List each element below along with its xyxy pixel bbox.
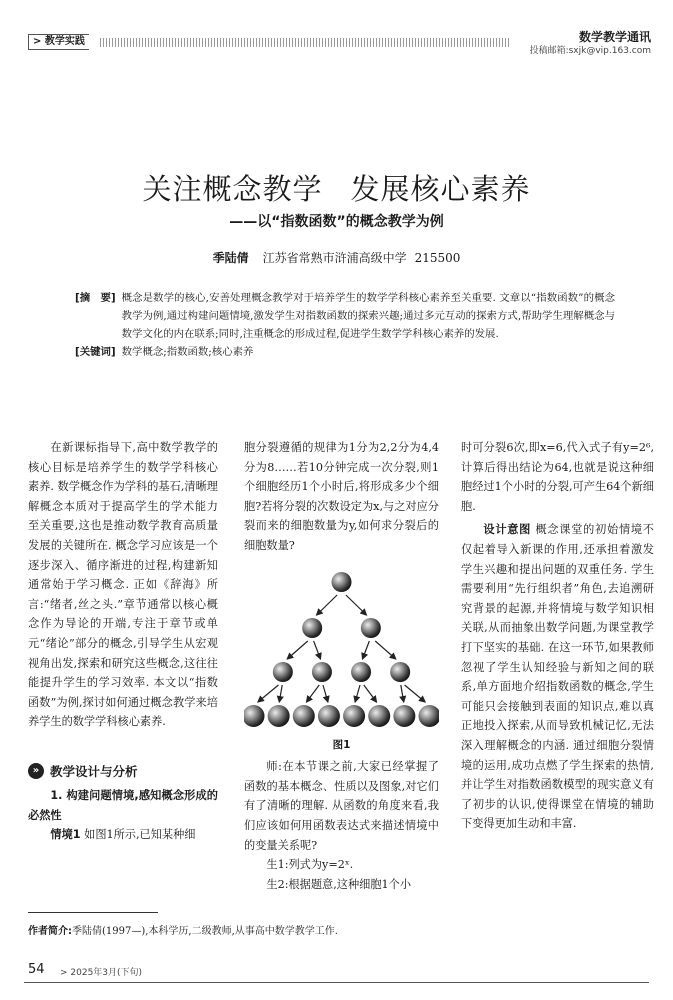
division-arrow xyxy=(375,641,396,659)
student2-paragraph: 生2:根据题意,这种细胞1个小 xyxy=(266,877,412,891)
design-intent-label: 设计意图 xyxy=(483,523,532,537)
division-arrow xyxy=(346,595,367,615)
cell xyxy=(244,705,265,727)
cell xyxy=(419,705,440,727)
cell xyxy=(390,662,410,682)
division-arrow xyxy=(258,685,279,702)
footer-rule xyxy=(24,982,649,983)
cell xyxy=(361,618,381,638)
author-line xyxy=(0,249,673,266)
division-arrow xyxy=(279,685,282,702)
figure-caption: 图1 xyxy=(332,738,351,751)
division-arrow xyxy=(314,641,321,659)
abstract-label: [摘 要] xyxy=(75,292,116,304)
design-intent-paragraph xyxy=(461,520,654,834)
student2-continued: 时可分裂6次,即x=6,代入式子有y=2⁶,计算后得出结论为64,也就是说这种细胞经过1个小时的分裂,可产生64个新细胞. xyxy=(461,441,654,513)
cell xyxy=(302,618,322,638)
email-address: sxjk@vip.163.com xyxy=(568,46,651,56)
header-bar xyxy=(100,38,510,47)
section-tag: > 教学实践 xyxy=(28,34,89,50)
page-number: 54 xyxy=(28,962,45,977)
abstract xyxy=(75,289,615,343)
division-arrow xyxy=(363,641,370,659)
situation-text: 如图1所示,已知某种细 xyxy=(84,828,196,842)
author-note-text: 季陆倩(1997—),本科学历,二级教师,从事高中数学教学工作. xyxy=(72,926,338,937)
column-1 xyxy=(28,438,218,845)
cell xyxy=(293,705,315,727)
keywords-text: 数学概念;指数函数;核心素养 xyxy=(121,346,254,358)
journal-name: 数学教学通讯 xyxy=(578,30,651,44)
keywords xyxy=(75,343,615,361)
author-note-label: 作者简介: xyxy=(28,926,72,937)
situation-label: 情境1 xyxy=(50,828,81,842)
cell xyxy=(268,705,290,727)
column-3 xyxy=(461,438,654,834)
cell xyxy=(318,705,340,727)
division-arrow xyxy=(317,595,338,615)
issue-date: > 2025年3月(下旬) xyxy=(60,968,143,978)
cell-division-diagram xyxy=(244,564,439,734)
division-arrow xyxy=(405,685,426,702)
student1-paragraph: 生1:列式为y=2ˣ. xyxy=(266,858,354,872)
title-right: 发展核心素养 xyxy=(350,172,531,206)
section-title: 教学设计与分析 xyxy=(50,763,138,779)
column-2 xyxy=(244,438,439,894)
email-label: 投稿邮箱: xyxy=(529,46,569,56)
design-intent-text: 概念课堂的初始情境不仅起着导入新课的作用,还承担着激发学生兴趣和提出问题的双重任务. 学生需要利用“先行组织者”角色,去追溯研究背景的起源,并将情境与数学知识相关联,从而抽象出数学问题,为课堂教学打下坚实的基础. 在这一环节,如果教师忽视了学生认知经验与新知之间的联系,单方面地介绍指数函数的概念,学生可能只会接触到表面的知识点,难以真正地投入探索,从而导致机械记忆,无法深入理解概念的内涵. 通过细胞分裂情境的运用,成功点燃了学生探索的热情,并让学生对指数函数模型的现实意义有了初步的认识,使得课堂在情境的辅助下变得更加生动和丰富. xyxy=(461,523,654,831)
situation-paragraph xyxy=(28,825,218,845)
intro-paragraph: 在新课标指导下,高中数学教学的核心目标是培养学生的数学学科核心素养. 数学概念作为学科的基石,清晰理解概念本质对于提高学生的学术能力至关重要,这也是推动数学教育高质量发展的关键所在. 概念学习应该是一个逐步深入、循序渐进的过程,构建新知通常始于学习概念. 正如《辞海》所言:“绪者,丝之头.”章节通常以核心概念作为导论的开端,专注于章节或单元“绪论”部分的概念,引导学生从宏观视角出发,探索和研究这些概念,这往往能提升学生的学习效率. 本文以“指数函数”为例,探讨如何通过概念教学来培养学生的数学学科核心素养. xyxy=(28,441,218,729)
division-arrow xyxy=(401,685,404,702)
abstract-block xyxy=(75,289,615,361)
article-subtitle: ——以“指数函数”的概念教学为例 xyxy=(229,214,444,230)
cell xyxy=(351,662,371,682)
cell xyxy=(332,572,352,592)
article-title xyxy=(0,167,673,208)
division-arrow xyxy=(287,641,308,659)
section-chevron-icon: » xyxy=(28,763,44,779)
division-arrow xyxy=(323,685,328,702)
footnote-rule xyxy=(28,912,158,913)
keywords-label: [关键词] xyxy=(75,346,116,358)
situation-continued: 胞分裂遵循的规律为1分为2,2分为4,4分为8……若10分钟完成一次分裂,则1个细胞经历1个小时后,将形成多少个细胞?若将分裂的次数设定为x,与之对应分裂而来的细胞数量为y,如何求分裂后的细胞数量? xyxy=(244,441,439,552)
author-name: 季陆倩 xyxy=(212,251,249,265)
author-zip: 215500 xyxy=(414,251,461,265)
cell xyxy=(393,705,415,727)
author-note xyxy=(28,922,338,937)
submission-email xyxy=(530,43,651,56)
abstract-text: 概念是数学的核心,安善处理概念教学对于培养学生的数学学科核心素养至关重要. 文章以“指数函数”的概念教学为例,通过构建问题情境,激发学生对指数函数的探索兴趣;通过多元互动的探索方式,帮助学生理解概念与数学文化的内在联系;同时,注重概念的形成过程,促进学生数学学科核心素养的发展. xyxy=(121,292,615,340)
division-arrow xyxy=(307,685,320,702)
title-left: 关注概念教学 xyxy=(142,172,323,206)
cell xyxy=(273,662,293,682)
cell-division-figure xyxy=(244,564,439,734)
section-heading xyxy=(28,762,218,780)
cell xyxy=(368,705,390,727)
teacher-paragraph: 师:在本节课之前,大家已经掌握了函数的基本概念、性质以及图象,对它们有了清晰的理解. 从函数的角度来看,我们应该如何用函数表达式来描述情境中的变量关系呢? xyxy=(244,760,439,852)
division-arrow xyxy=(364,685,377,702)
author-affiliation: 江苏省常熟市浒浦高级中学 xyxy=(262,251,407,265)
cell xyxy=(343,705,365,727)
division-arrow xyxy=(355,685,360,702)
subsection-title: 1. 构建问题情境,感知概念形成的必然性 xyxy=(28,788,218,822)
cell xyxy=(312,662,332,682)
